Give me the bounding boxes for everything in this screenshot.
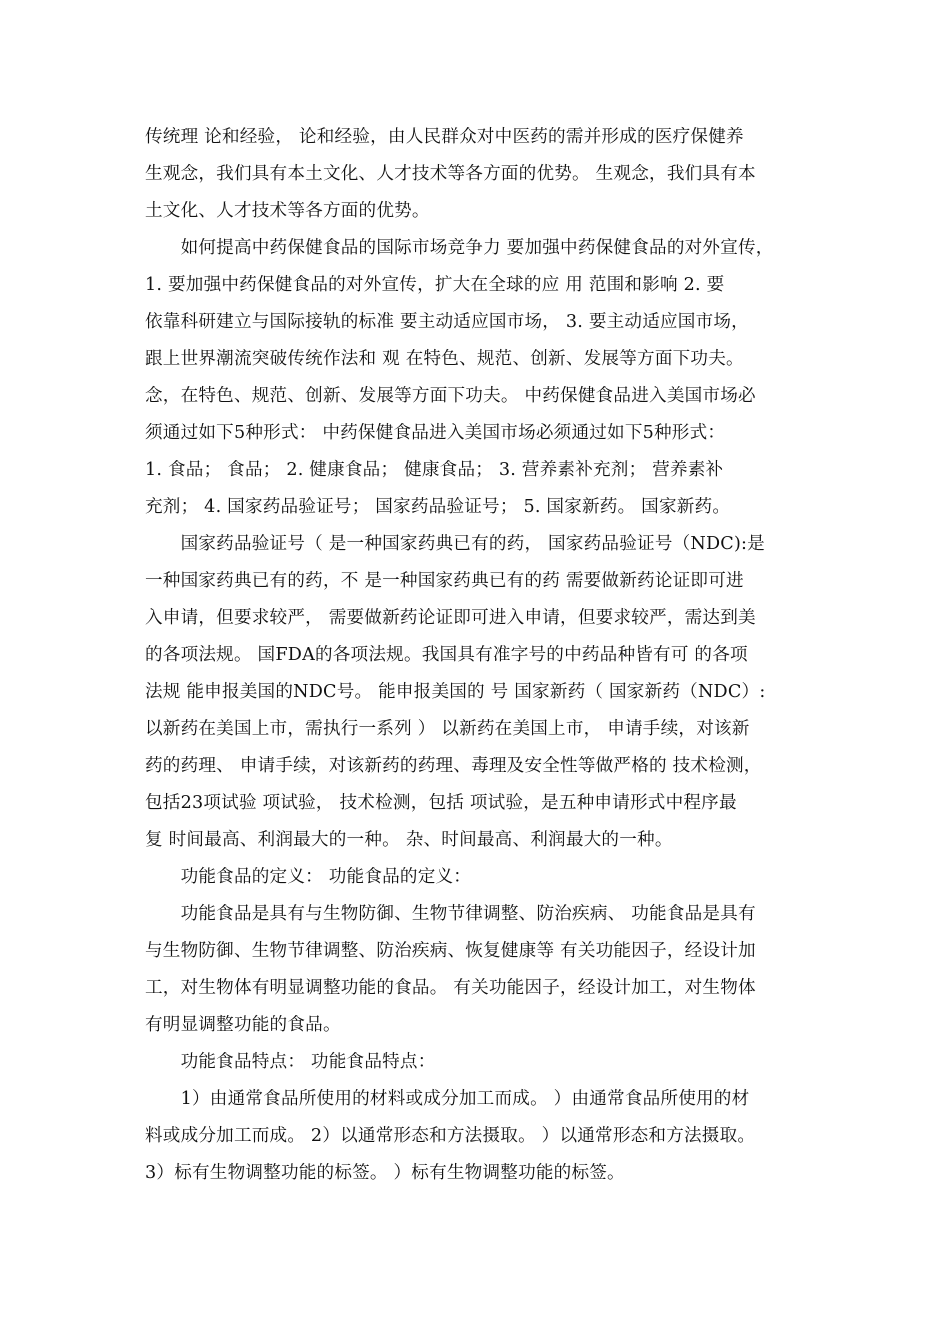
text-line: 的各项法规。 国FDA的各项法规。我国具有准字号的中药品种皆有可 的各项 — [145, 645, 748, 665]
text-line: 以新药在美国上市，需执行一系列 ） 以新药在美国上市， 申请手续，对该新 — [145, 719, 750, 739]
text-line: 充剂； 4. 国家药品验证号； 国家药品验证号； 5. 国家新药。 国家新药。 — [145, 497, 731, 517]
text-line: 3）标有生物调整功能的标签。 ）标有生物调整功能的标签。 — [145, 1163, 625, 1183]
text-line: 一种国家药典已有的药，不 是一种国家药典已有的药 需要做新药论证即可进 — [145, 571, 744, 591]
text-line: 功能食品是具有与生物防御、生物节律调整、防治疾病、 功能食品是具有 — [145, 904, 756, 924]
text-line: 与生物防御、生物节律调整、防治疾病、恢复健康等 有关功能因子，经设计加 — [145, 941, 756, 961]
text-line: 1）由通常食品所使用的材料或成分加工而成。 ）由通常食品所使用的材 — [145, 1089, 750, 1109]
text-line: 入申请，但要求较严， 需要做新药论证即可进入申请，但要求较严，需达到美 — [145, 608, 756, 628]
text-line: 药的药理、 申请手续，对该新药的药理、毒理及安全性等做严格的 技术检测， — [145, 756, 762, 776]
text-line: 跟上世界潮流突破传统作法和 观 在特色、规范、创新、发展等方面下功夫。 — [145, 349, 744, 369]
text-line: 念，在特色、规范、创新、发展等方面下功夫。 中药保健食品进入美国市场必 — [145, 386, 756, 406]
text-line: 法规 能申报美国的NDC号。 能申报美国的 号 国家新药（ 国家新药（NDC）: — [145, 682, 766, 702]
text-line: 1. 要加强中药保健食品的对外宣传，扩大在全球的应 用 范围和影响 2. 要 — [145, 275, 725, 295]
text-line: 有明显调整功能的食品。 — [145, 1015, 341, 1035]
text-line: 工，对生物体有明显调整功能的食品。 有关功能因子，经设计加工，对生物体 — [145, 978, 756, 998]
text-line: 土文化、人才技术等各方面的优势。 — [145, 201, 430, 221]
text-line: 传统理 论和经验， 论和经验，由人民群众对中医药的需并形成的医疗保健养 — [145, 127, 744, 147]
text-line: 依靠科研建立与国际接轨的标准 要主动适应国市场， 3. 要主动适应国市场， — [145, 312, 749, 332]
text-line: 功能食品的定义： 功能食品的定义： — [145, 867, 472, 887]
text-line: 生观念，我们具有本土文化、人才技术等各方面的优势。 生观念，我们具有本 — [145, 164, 756, 184]
text-line: 如何提高中药保健食品的国际市场竞争力 要加强中药保健食品的对外宣传， — [145, 238, 774, 258]
text-line: 功能食品特点： 功能食品特点： — [145, 1052, 436, 1072]
text-line: 复 时间最高、利润最大的一种。 杂、时间最高、利润最大的一种。 — [145, 830, 673, 850]
text-line: 1. 食品； 食品； 2. 健康食品； 健康食品； 3. 营养素补充剂； 营养素补 — [145, 460, 724, 480]
text-line: 须通过如下5种形式： 中药保健食品进入美国市场必须通过如下5种形式： — [145, 423, 726, 443]
text-line: 国家药品验证号（ 是一种国家药典已有的药， 国家药品验证号（NDC):是 — [145, 534, 765, 554]
text-line: 包括23项试验 项试验， 技术检测，包括 项试验，是五种申请形式中程序最 — [145, 793, 737, 813]
text-line: 料或成分加工而成。 2）以通常形态和方法摄取。 ）以通常形态和方法摄取。 — [145, 1126, 756, 1146]
